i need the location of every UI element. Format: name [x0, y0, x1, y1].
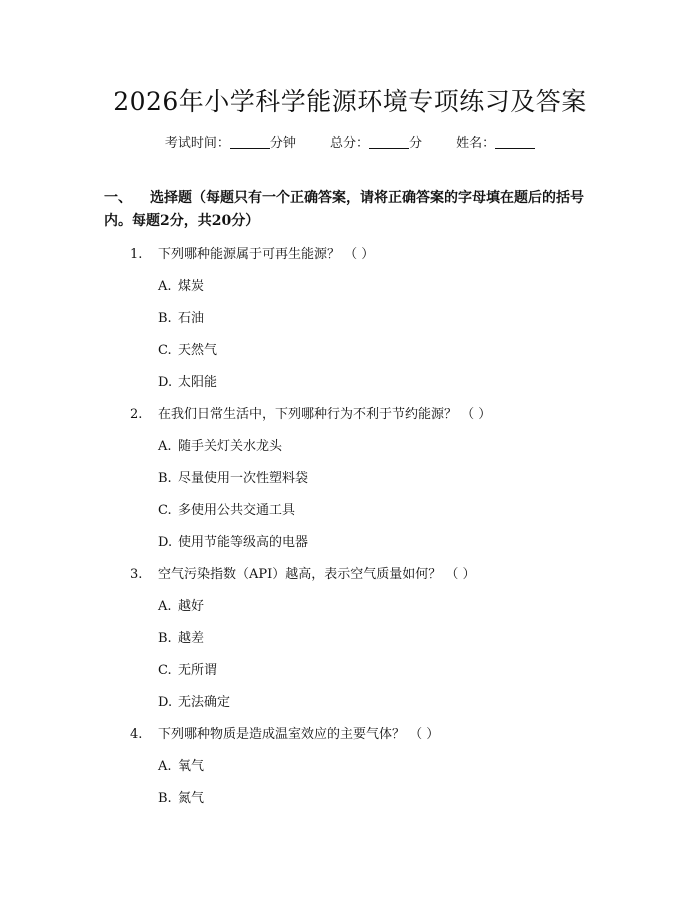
option-text: 多使用公共交通工具 [178, 503, 296, 518]
option-2c[interactable] [158, 499, 295, 518]
option-letter: B. [158, 471, 172, 486]
question-3 [130, 563, 476, 582]
option-letter: A. [158, 759, 172, 774]
question-number: 2. [130, 407, 143, 422]
student-name [456, 136, 535, 151]
option-3a[interactable] [158, 595, 204, 614]
name-blank[interactable] [495, 136, 535, 149]
question-1 [130, 243, 374, 262]
question-number: 4. [130, 727, 143, 742]
option-letter: C. [158, 663, 172, 678]
name-label: 姓名： [456, 136, 496, 151]
option-text: 天然气 [178, 343, 218, 358]
score-label: 总分： [329, 136, 369, 151]
option-text: 煤炭 [178, 279, 205, 294]
option-text: 越好 [178, 599, 205, 614]
option-letter: B. [158, 631, 172, 646]
option-2d[interactable] [158, 531, 308, 550]
option-1a[interactable] [158, 275, 204, 294]
question-text: 下列哪种能源属于可再生能源？ （ ） [158, 247, 375, 262]
question-text: 空气污染指数（API）越高，表示空气质量如何？ （ ） [158, 567, 476, 582]
option-text: 尽量使用一次性塑料袋 [178, 471, 309, 486]
option-letter: B. [158, 311, 172, 326]
option-text: 氧气 [178, 759, 205, 774]
question-2 [130, 403, 491, 422]
option-text: 随手关灯关水龙头 [178, 439, 283, 454]
option-2b[interactable] [158, 467, 308, 486]
option-letter: C. [158, 503, 172, 518]
score-blank[interactable] [369, 136, 409, 149]
option-4a[interactable] [158, 755, 204, 774]
question-text: 下列哪种物质是造成温室效应的主要气体？ （ ） [158, 727, 440, 742]
option-3d[interactable] [158, 691, 230, 710]
option-1c[interactable] [158, 339, 217, 358]
question-text: 在我们日常生活中，下列哪种行为不利于节约能源？ （ ） [158, 407, 492, 422]
option-letter: B. [158, 791, 172, 806]
section-number: 一、 [104, 190, 132, 206]
exam-score [330, 136, 422, 151]
option-letter: A. [158, 599, 172, 614]
time-blank[interactable] [230, 136, 270, 149]
option-text: 使用节能等级高的电器 [178, 535, 309, 550]
section-instructions: 选择题（每题只有一个正确答案，请将正确答案的字母填在题后的括号内。每题2分，共20分） [104, 190, 584, 229]
question-number: 1. [130, 247, 143, 262]
page-title: 2026年小学科学能源环境专项练习及答案 [113, 87, 587, 116]
score-unit: 分 [409, 136, 423, 151]
option-1d[interactable] [158, 371, 217, 390]
option-2a[interactable] [158, 435, 282, 454]
question-4 [130, 723, 439, 742]
option-text: 太阳能 [178, 375, 218, 390]
time-label: 考试时间： [164, 136, 230, 151]
option-text: 无法确定 [178, 695, 231, 710]
option-letter: D. [158, 535, 173, 550]
option-text: 石油 [178, 311, 205, 326]
option-letter: A. [158, 439, 172, 454]
exam-meta [0, 132, 700, 151]
time-unit: 分钟 [269, 136, 296, 151]
option-letter: C. [158, 343, 172, 358]
option-1b[interactable] [158, 307, 204, 326]
section-heading [104, 187, 604, 233]
option-4b[interactable] [158, 787, 204, 806]
option-text: 氮气 [178, 791, 205, 806]
option-letter: D. [158, 375, 173, 390]
option-text: 无所谓 [178, 663, 218, 678]
question-number: 3. [130, 567, 143, 582]
option-text: 越差 [178, 631, 205, 646]
option-letter: A. [158, 279, 172, 294]
option-3c[interactable] [158, 659, 217, 678]
option-3b[interactable] [158, 627, 204, 646]
option-letter: D. [158, 695, 173, 710]
exam-time [165, 136, 296, 151]
